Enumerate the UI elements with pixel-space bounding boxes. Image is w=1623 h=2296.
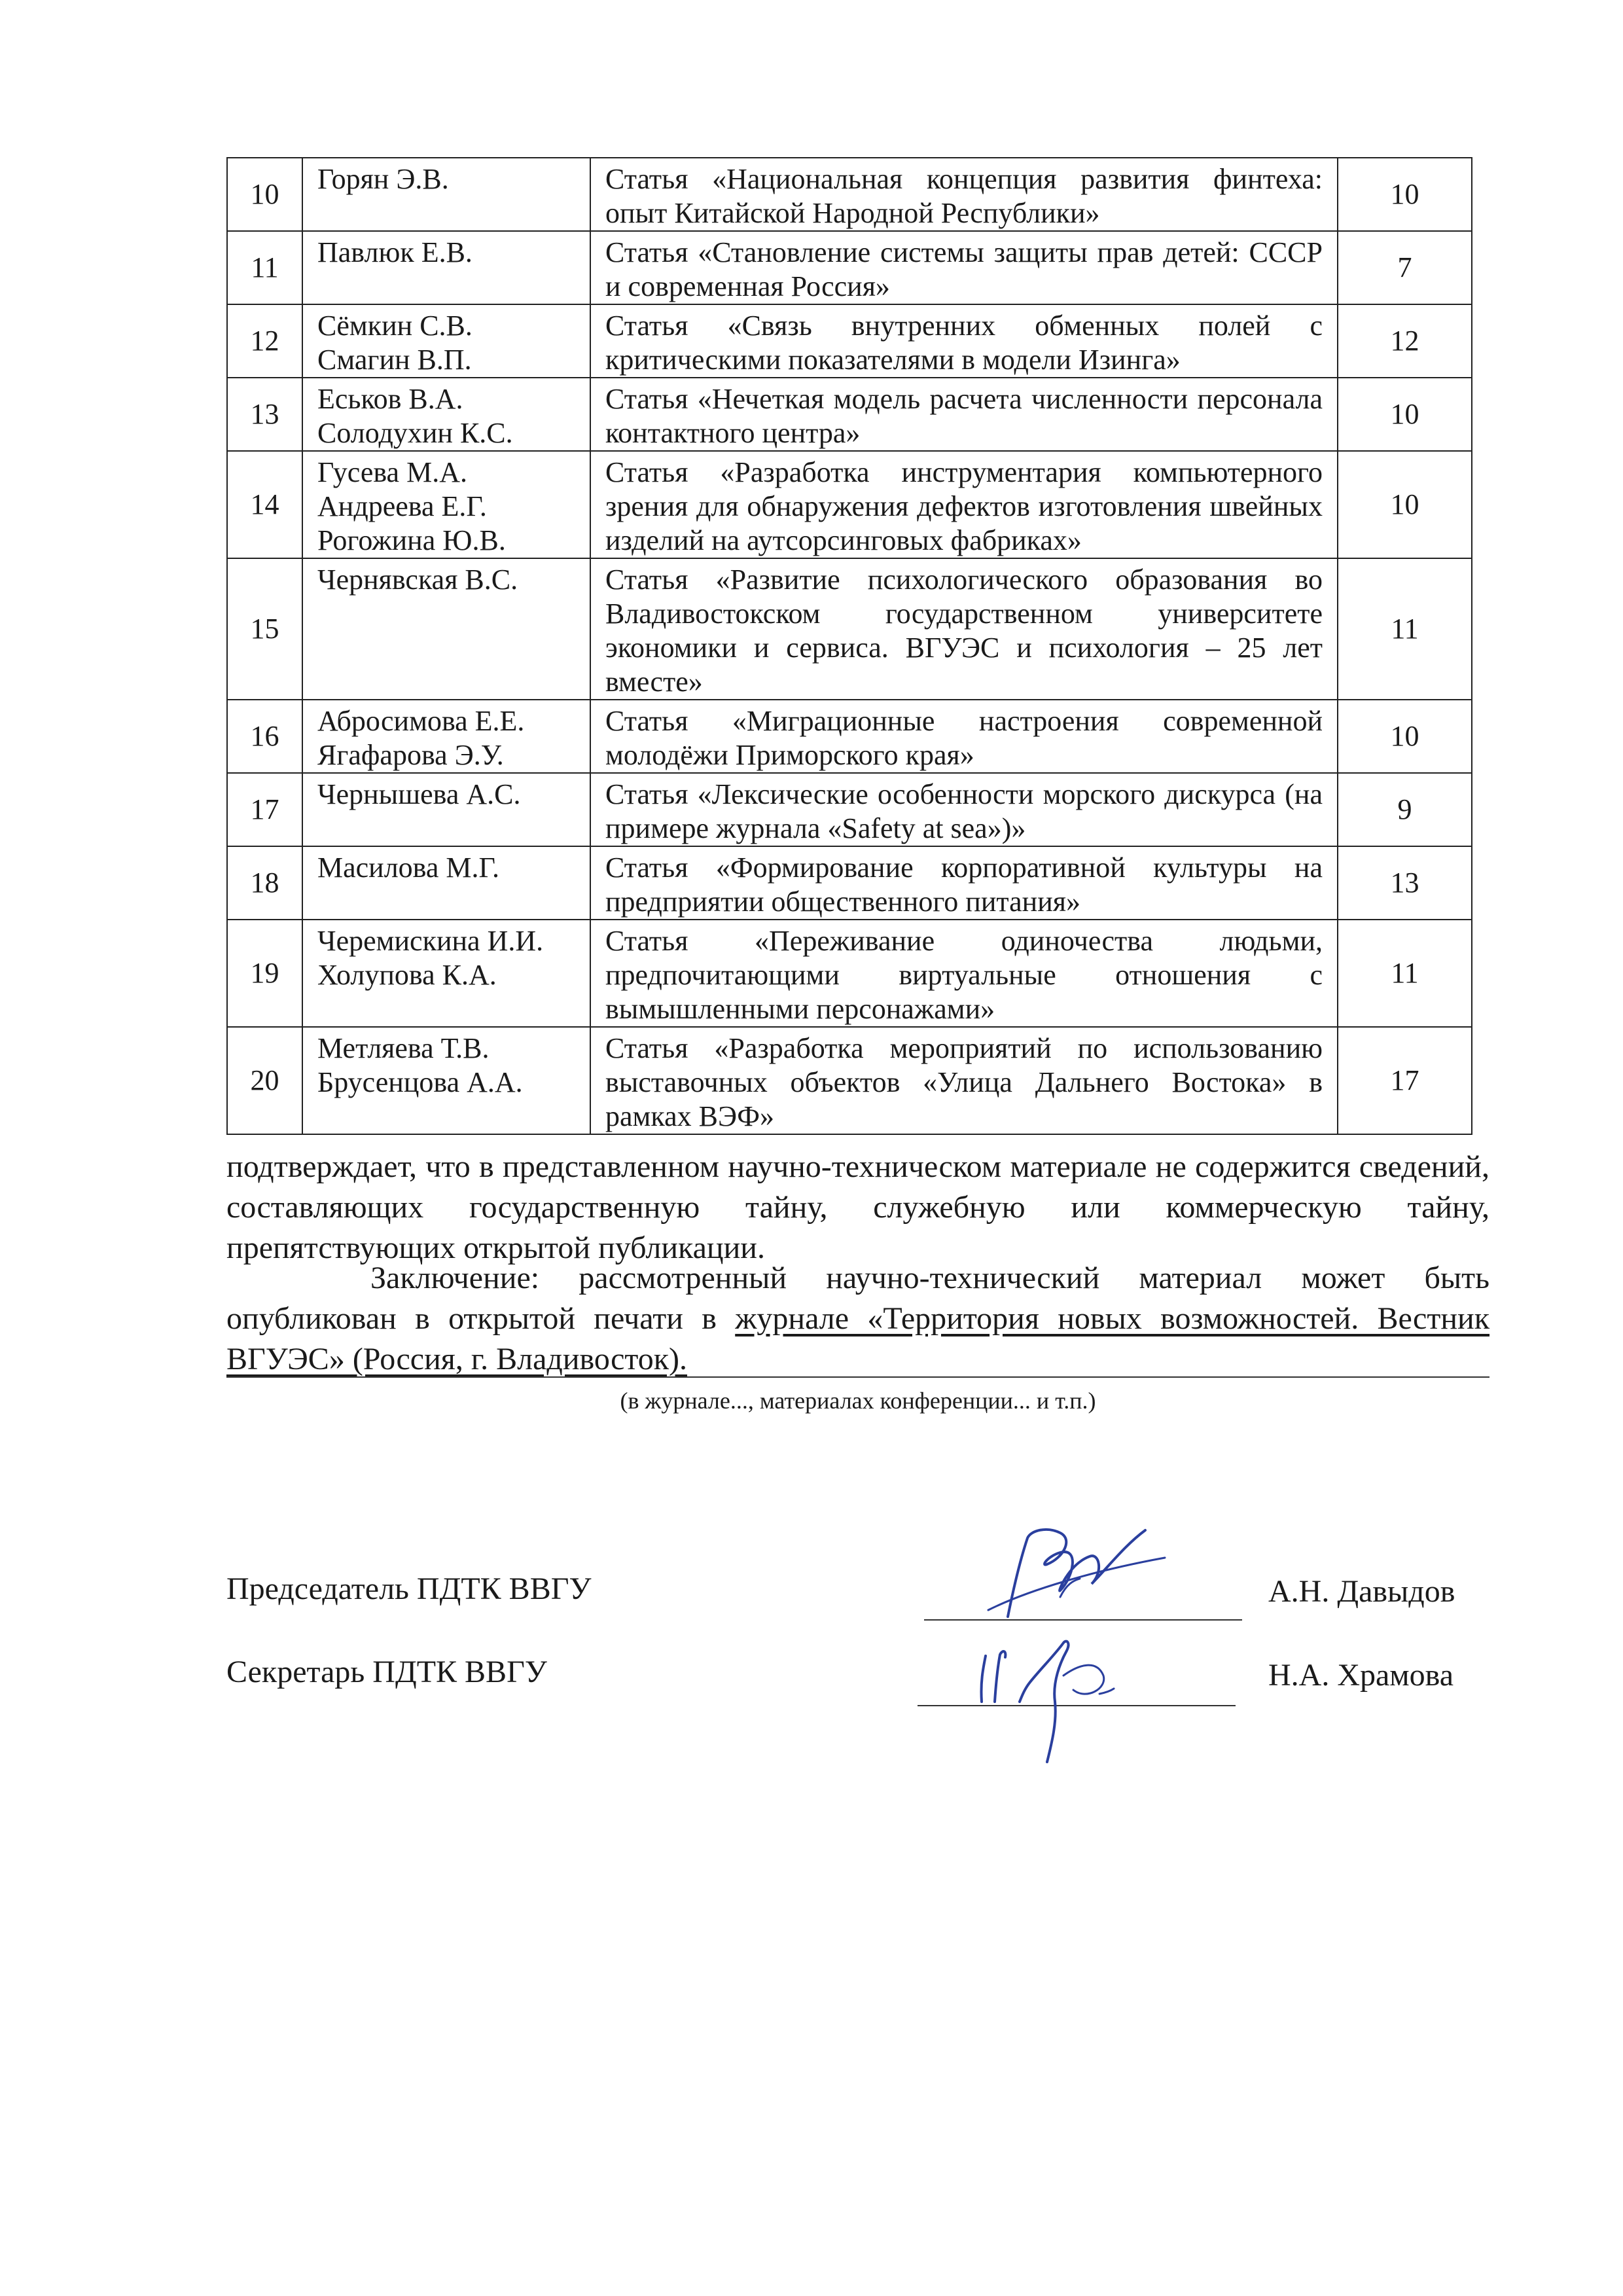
table-row — [227, 158, 1472, 231]
row-page-count: 7 — [1338, 231, 1472, 304]
row-title: Статья «Нечеткая модель расчета численности персонала контактного центра» — [590, 378, 1338, 451]
row-number: 19 — [227, 920, 302, 1027]
row-page-count: 11 — [1338, 558, 1472, 700]
row-number: 13 — [227, 378, 302, 451]
row-authors: Черемискина И.И. Холупова К.А. — [302, 920, 590, 1027]
row-authors: Чернышева А.С. — [302, 773, 590, 846]
row-authors: Сёмкин С.В. Смагин В.П. — [302, 304, 590, 378]
row-page-count: 10 — [1338, 451, 1472, 558]
secretary-name: Н.А. Храмова — [1268, 1658, 1454, 1693]
row-authors: Абросимова Е.Е. Ягафарова Э.У. — [302, 700, 590, 773]
row-number: 12 — [227, 304, 302, 378]
row-number: 11 — [227, 231, 302, 304]
row-page-count: 13 — [1338, 846, 1472, 920]
row-title: Статья «Миграционные настроения современной молодёжи Приморского края» — [590, 700, 1338, 773]
row-page-count: 11 — [1338, 920, 1472, 1027]
row-authors: Масилова М.Г. — [302, 846, 590, 920]
chair-role: Председатель ПДТК ВВГУ — [226, 1571, 592, 1606]
table-row — [227, 451, 1472, 558]
row-number: 10 — [227, 158, 302, 231]
table-row — [227, 846, 1472, 920]
row-authors: Горян Э.В. — [302, 158, 590, 231]
journal-underline-rule — [226, 1376, 1489, 1378]
row-title: Статья «Разработка мероприятий по использованию выставочных объектов «Улица Дальнего Востока» в рамках ВЭФ» — [590, 1027, 1338, 1134]
row-title: Статья «Формирование корпоративной культуры на предприятии общественного питания» — [590, 846, 1338, 920]
row-authors: Гусева М.А. Андреева Е.Г. Рогожина Ю.В. — [302, 451, 590, 558]
table-row — [227, 1027, 1472, 1134]
table-row — [227, 558, 1472, 700]
table-row — [227, 700, 1472, 773]
row-title: Статья «Переживание одиночества людьми, предпочитающими виртуальные отношения с вымышленными персонажами» — [590, 920, 1338, 1027]
row-number: 17 — [227, 773, 302, 846]
row-title: Статья «Становление системы защиты прав детей: СССР и современная Россия» — [590, 231, 1338, 304]
confirmation-paragraph: подтверждает, что в представленном научно-техническом материале не содержится сведений, составляющих государственную тайну, служебную или коммерческую тайну, препятствующих открытой публикации. — [226, 1149, 1489, 1265]
table-row — [227, 920, 1472, 1027]
articles-table — [226, 157, 1472, 1135]
table-row — [227, 378, 1472, 451]
publication-hint-caption: (в журнале..., материалах конференции... и т.п.) — [620, 1388, 1096, 1414]
row-authors: Чернявская В.С. — [302, 558, 590, 700]
secretary-role: Секретарь ПДТК ВВГУ — [226, 1655, 547, 1689]
row-title: Статья «Развитие психологического образования во Владивостокском государственном университете экономики и сервиса. ВГУЭС и психология – 25 лет вместе» — [590, 558, 1338, 700]
table-row — [227, 773, 1472, 846]
row-authors: Еськов В.А. Солодухин К.С. — [302, 378, 590, 451]
journal-name: журнале «Территория новых возможностей. Вестник ВГУЭС» (Россия, г. Владивосток). — [226, 1301, 1490, 1376]
row-authors: Павлюк Е.В. — [302, 231, 590, 304]
row-number: 18 — [227, 846, 302, 920]
row-title: Статья «Связь внутренних обменных полей с критическими показателями в модели Изинга» — [590, 304, 1338, 378]
table-row — [227, 304, 1472, 378]
row-authors: Метляева Т.В. Брусенцова А.А. — [302, 1027, 590, 1134]
row-page-count: 17 — [1338, 1027, 1472, 1134]
row-page-count: 9 — [1338, 773, 1472, 846]
row-title: Статья «Лексические особенности морского дискурса (на примере журнала «Safety at sea»)» — [590, 773, 1338, 846]
row-number: 15 — [227, 558, 302, 700]
table-row — [227, 231, 1472, 304]
conclusion-paragraph — [226, 1258, 1489, 1380]
row-number: 14 — [227, 451, 302, 558]
row-title: Статья «Национальная концепция развития финтеха: опыт Китайской Народной Республики» — [590, 158, 1338, 231]
secretary-signature — [942, 1617, 1191, 1767]
row-page-count: 10 — [1338, 700, 1472, 773]
conclusion-lead: Заключение: рассмотренный научно-технический материал может быть опубликован в открытой печати в — [226, 1261, 1489, 1336]
row-number: 16 — [227, 700, 302, 773]
row-number: 20 — [227, 1027, 302, 1134]
chair-name: А.Н. Давыдов — [1268, 1574, 1455, 1609]
row-page-count: 10 — [1338, 158, 1472, 231]
row-title: Статья «Разработка инструментария компьютерного зрения для обнаружения дефектов изготовления швейных изделий на аутсорсинговых фабриках» — [590, 451, 1338, 558]
row-page-count: 12 — [1338, 304, 1472, 378]
row-page-count: 10 — [1338, 378, 1472, 451]
